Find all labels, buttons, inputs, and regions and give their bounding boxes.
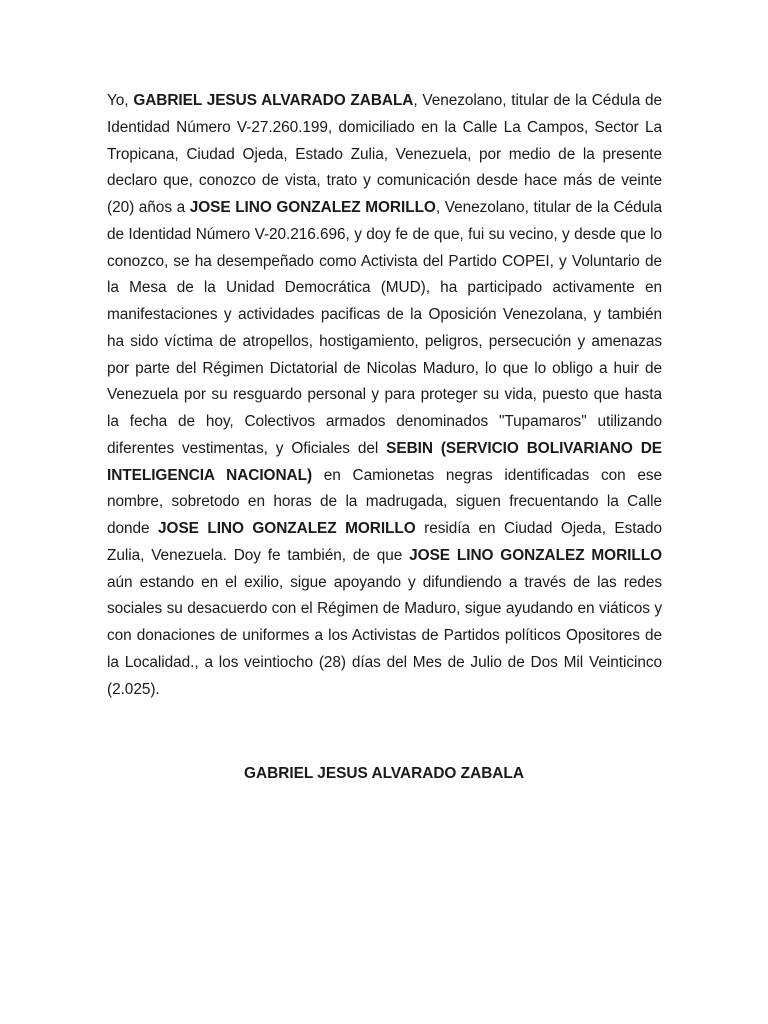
subject-name: JOSE LINO GONZALEZ MORILLO <box>158 520 416 537</box>
text-run: residía en Ciudad Ojeda, Estado Zulia, Venezuela. Doy fe también, de que <box>107 520 662 564</box>
declaration-paragraph <box>107 88 662 703</box>
text-run: en Camionetas negras identificadas con ese nombre, sobretodo en horas de la madrugada, siguen frecuentando la Calle donde <box>107 466 663 537</box>
signature-name: GABRIEL JESUS ALVARADO ZABALA <box>244 765 524 782</box>
text-run: Yo, <box>107 92 134 109</box>
subject-name: JOSE LINO GONZALEZ MORILLO <box>189 199 436 216</box>
text-run: aún estando en el exilio, sigue apoyando y difundiendo a través de las redes sociales su desacuerdo con el Régimen de Maduro, sigue ayudando en viáticos y con donaciones de uniformes a los Activistas de Partidos políticos Opositores de la Localidad., a los veintiocho (28) días del Mes de Julio de Dos Mil Veinticinco (2.025). <box>107 573 662 698</box>
subject-name: JOSE LINO GONZALEZ MORILLO <box>409 546 663 564</box>
sebin-name: SEBIN (SERVICIO BOLIVARIANO DE INTELIGENCIA NACIONAL) <box>107 439 662 484</box>
text-run: , Venezolano, titular de la Cédula de Identidad Número V-27.260.199, domiciliado en la Calle La Campos, Sector La Tropicana, Ciudad Ojeda, Estado Zulia, Venezuela, por medio de la presente declaro que, conozco de vista, trato y comunicación desde hace más de veinte (20) años a <box>107 92 662 216</box>
declarant-name: GABRIEL JESUS ALVARADO ZABALA <box>133 92 414 109</box>
text-run: , Venezolano, titular de la Cédula de Identidad Número V-20.216.696, y doy fe de que, fui su vecino, y desde que lo conozco, se ha desempeñado como Activista del Partido COPEI, y Voluntario de la Mesa de la Unidad Democrática (MUD), ha participado activamente en manifestaciones y actividades pacificas de la Oposición Venezolana, y también ha sido víctima de atropellos, hostigamiento, peligros, persecución y amenazas por parte del Régimen Dictatorial de Nicolas Maduro, lo que lo obligo a huir de Venezuela por su resguardo personal y para proteger su vida, puesto que hasta la fecha de hoy, Colectivos armados denominados "Tupamaros" utilizando diferentes vestimentas, y Oficiales del <box>107 199 663 457</box>
